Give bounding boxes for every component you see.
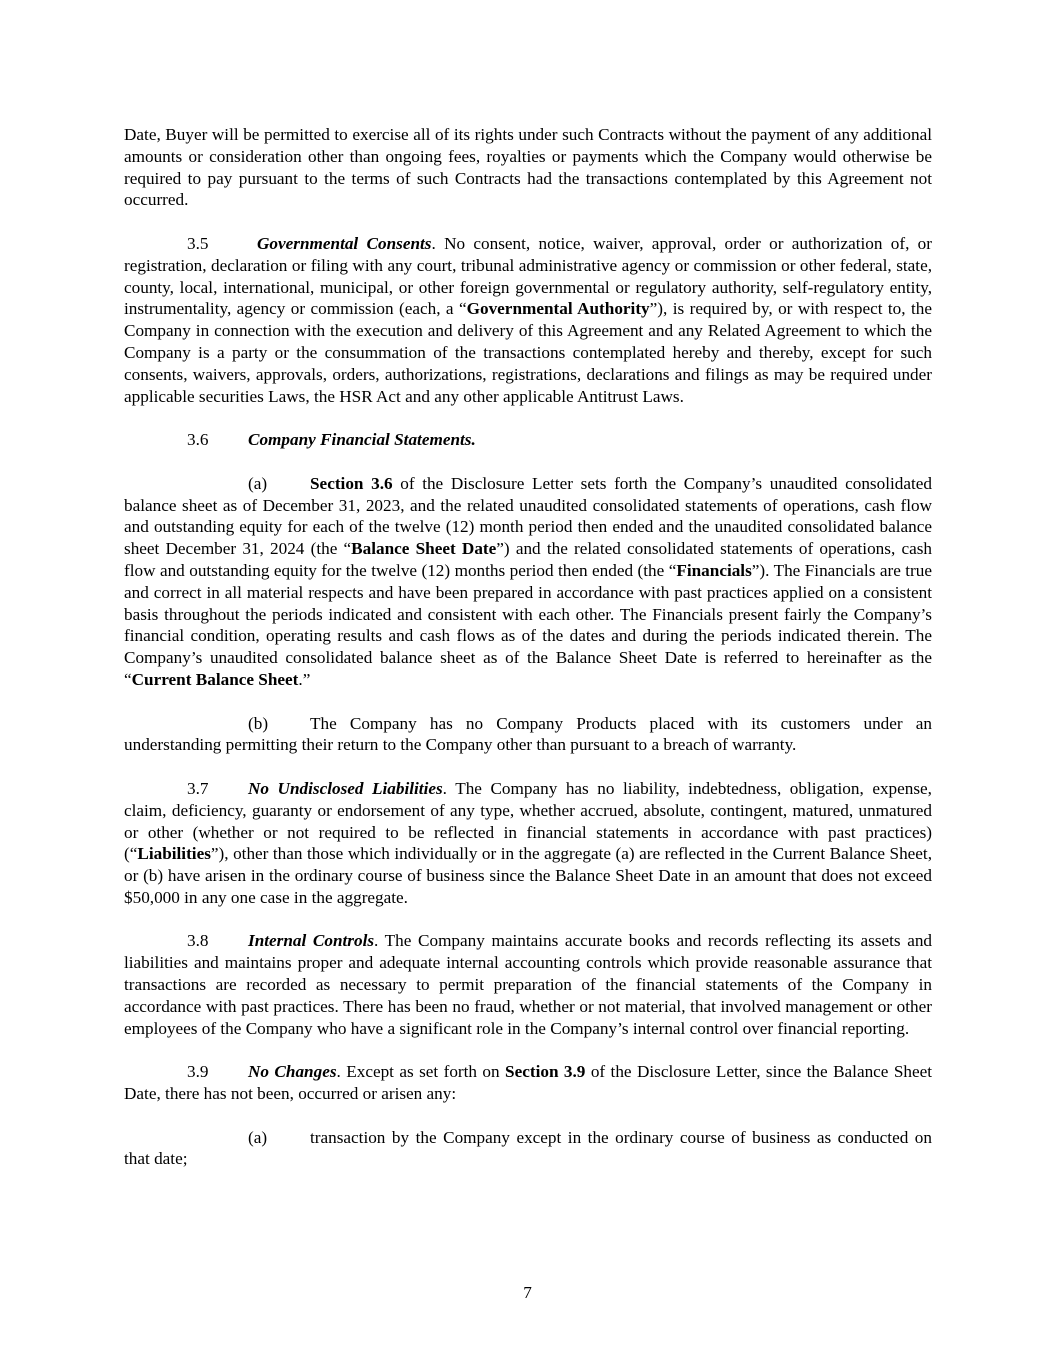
section-3-9 (124, 1061, 932, 1105)
section-3-5 (124, 233, 932, 407)
defined-term: Governmental Authority (466, 299, 650, 319)
section-number: 3.9 (187, 1062, 209, 1082)
defined-term: Financials (676, 560, 752, 580)
defined-term: Liabilities (137, 844, 211, 864)
subsection-label: (a) (248, 1127, 268, 1147)
defined-term: Current Balance Sheet (131, 669, 299, 689)
defined-term: Balance Sheet Date (351, 539, 497, 559)
subsection-label: (b) (248, 713, 269, 733)
document-page (124, 124, 932, 1192)
section-heading: Governmental Consents (257, 233, 432, 253)
section-number: 3.6 (187, 430, 209, 450)
section-number: 3.8 (187, 931, 209, 951)
section-number: 3.5 (187, 233, 209, 253)
section-heading: No Undisclosed Liabilities (248, 778, 443, 798)
section-heading: No Changes (248, 1062, 337, 1082)
page-number: 7 (523, 1283, 532, 1302)
subsection-3-6-a (124, 473, 932, 691)
subsection-3-6-b (124, 713, 932, 757)
section-text: . The Company has no liability, indebtedness, obligation, expense, claim, deficiency, guaranty or endorsement of any type, whether accrued, absolute, contingent, matured, unmatured or other (whether or not required to be reflected in financial statements in accordance with past practices) (“ (124, 778, 932, 864)
section-number: 3.7 (187, 778, 209, 798)
subsection-text: .” (298, 669, 311, 689)
section-heading: Internal Controls (248, 931, 375, 951)
subsection-text: transaction by the Company except in the ordinary course of business as conducted on that date; (124, 1127, 932, 1169)
paragraph-continuation (124, 124, 932, 211)
section-heading: Company Financial Statements. (248, 430, 476, 450)
section-3-7 (124, 778, 932, 909)
section-text: ”), other than those which individually or in the aggregate (a) are reflected in the Current Balance Sheet, or (b) have arisen in the ordinary course of business since the Balance Sheet Date in an amount that does not exceed $50,000 in any one case in the aggregate. (124, 844, 932, 907)
subsection-text: of the Disclosure Letter sets forth the Company’s unaudited consolidated balance sheet as of December 31, 2023, and the related unaudited consolidated statements of operations, cash flow and outstanding equity for each of the twelve (12) month period then ended and the unaudited consolidated balance sheet December 31, 2024 (the “ (124, 473, 932, 559)
section-text: . The Company maintains accurate books and records reflecting its assets and liabilities and maintains proper and adequate internal accounting controls which provide reasonable assurance that transactions are recorded as necessary to permit preparation of the financial statements of the Company in accordance with past practices. There has been no fraud, whether or not material, that involved management or other employees of the Company who have a significant role in the Company’s internal control over financial reporting. (124, 931, 933, 1038)
subsection-3-9-a (124, 1127, 932, 1171)
section-text: . No consent, notice, waiver, approval, order or authorization of, or registration, declaration or filing with any court, tribunal administrative agency or commission or other federal, state, county, local, international, municipal, or other foreign governmental or regulatory authority, self-regulatory entity, instrumentality, agency or commission (each, a “ (124, 233, 932, 319)
paragraph-text: Date, Buyer will be permitted to exercise all of its rights under such Contracts without the payment of any additional amounts or consideration other than ongoing fees, royalties or payments which the Company would otherwise be required to pay pursuant to the terms of such Contracts had the transactions contemplated by this Agreement not occurred. (124, 125, 932, 210)
subsection-text: ”) and the related consolidated statements of operations, cash flow and outstanding equity for the twelve (12) months period then ended (the “ (124, 539, 933, 580)
section-3-8 (124, 930, 932, 1039)
subsection-label: (a) (248, 473, 268, 493)
section-reference: Section 3.6 (310, 473, 393, 493)
section-text: ”), is required by, or with respect to, the Company in connection with the execution and delivery of this Agreement and any Related Agreement to which the Company is a party or the consummation of the transactions contemplated hereby and thereby, except for such consents, waivers, approvals, orders, authorizations, registrations, declarations and filings as may be required under applicable securities Laws, the HSR Act and any other applicable Antitrust Laws. (124, 299, 932, 406)
section-3-6 (124, 429, 932, 451)
subsection-text: The Company has no Company Products placed with its customers under an understanding permitting their return to the Company other than pursuant to a breach of warranty. (124, 713, 932, 755)
section-text: . Except as set forth on (336, 1062, 506, 1082)
section-reference: Section 3.9 (505, 1062, 586, 1082)
section-text: of the Disclosure Letter, since the Balance Sheet Date, there has not been, occurred or arisen any: (124, 1062, 933, 1104)
subsection-text: ”). The Financials are true and correct in all material respects and have been prepared in accordance with past practices applied on a consistent basis throughout the periods indicated and consistent with each other. The Financials present fairly the Company’s financial condition, operating results and cash flows as of the dates and during the periods indicated therein. The Company’s unaudited consolidated balance sheet as of the Balance Sheet Date is referred to hereinafter as the “ (124, 560, 932, 689)
